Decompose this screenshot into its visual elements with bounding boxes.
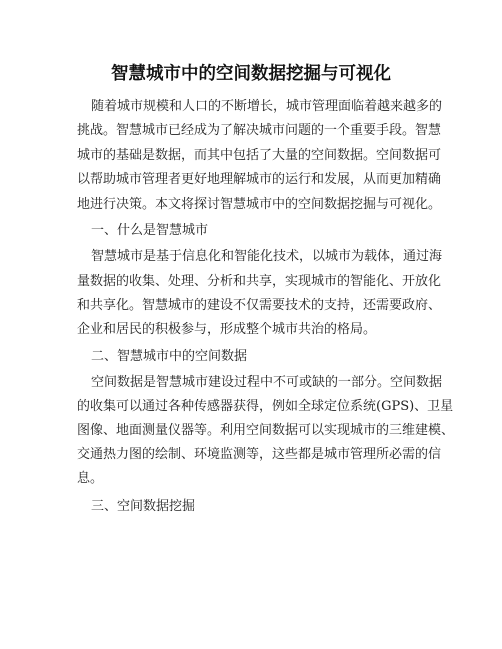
- document-title: 智慧城市中的空间数据挖掘与可视化: [111, 64, 391, 84]
- section1-line-1: 智慧城市是基于信息化和智能化技术，以城市为载体，通过海: [91, 249, 443, 264]
- section-heading-3: 三、空间数据挖掘: [91, 499, 196, 514]
- intro-line-5: 地进行决策。本文将探讨智慧城市中的空间数据挖掘与可视化。: [77, 197, 442, 212]
- section1-line-4: 企业和居民的积极参与，形成整个城市共治的格局。: [77, 322, 377, 337]
- section2-line-1: 空间数据是智慧城市建设过程中不可或缺的一部分。空间数据: [91, 375, 443, 390]
- intro-line-4: 以帮助城市管理者更好地理解城市的运行和发展，从而更加精确: [77, 172, 442, 187]
- section2-line-5: 息。: [77, 471, 104, 486]
- intro-line-1: 随着城市规模和人口的不断增长，城市管理面临着越来越多的: [91, 99, 443, 114]
- section1-line-2: 量数据的收集、处理、分析和共享，实现城市的智能化、开放化: [77, 274, 442, 289]
- section1-line-3: 和共享化。智慧城市的建设不仅需要技术的支持，还需要政府、: [77, 298, 442, 313]
- section2-line-4: 交通热力图的绘制、环境监测等，这些都是城市管理所必需的信: [77, 447, 442, 462]
- section-heading-2: 二、智慧城市中的空间数据: [91, 349, 248, 364]
- intro-line-2: 挑战。智慧城市已经成为了解决城市问题的一个重要手段。智慧: [77, 123, 442, 138]
- intro-line-3: 城市的基础是数据，而其中包括了大量的空间数据。空间数据可: [77, 148, 442, 163]
- section-heading-1: 一、什么是智慧城市: [91, 223, 209, 238]
- section2-line-3: 图像、地面测量仪器等。利用空间数据可以实现城市的三维建模、: [77, 423, 455, 438]
- section2-line-2: 的收集可以通过各种传感器获得，例如全球定位系统(GPS)、卫星: [77, 399, 454, 414]
